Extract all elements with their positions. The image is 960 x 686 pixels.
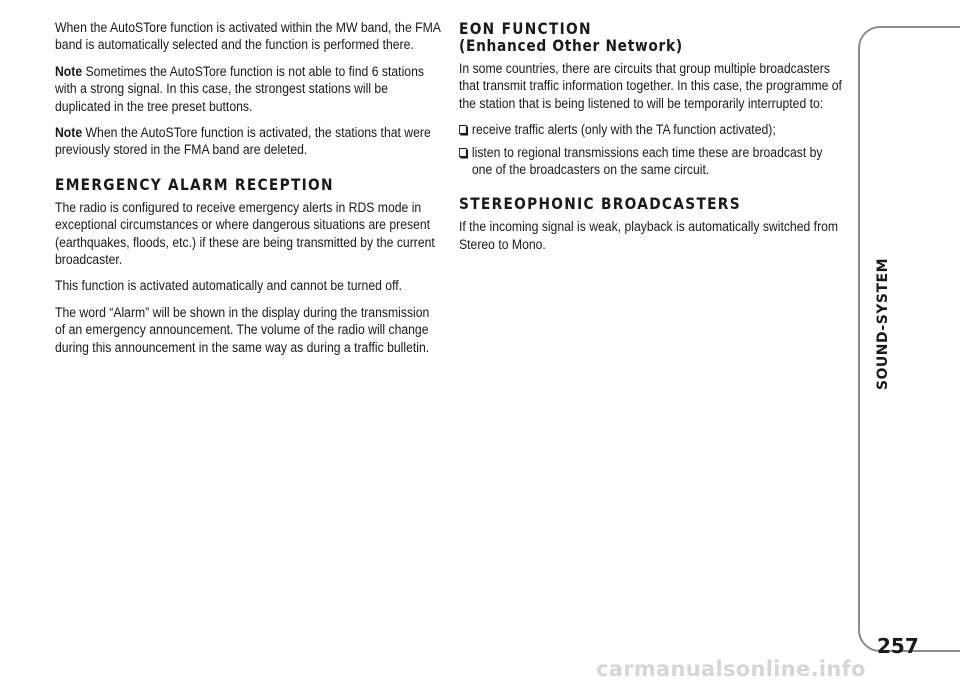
left-column — [55, 20, 440, 366]
right-column — [459, 20, 844, 263]
stereo-paragraph: If the incoming signal is weak, playback is automatically switched from Stereo to Mono. — [459, 219, 839, 253]
eon-bullet-list — [459, 122, 844, 179]
note-label: Note — [55, 125, 83, 142]
note-text: Sometimes the AutoSTore function is not able to find 6 stations with a strong signal. In this case, the strongest stations will be duplicated in the tree preset buttons. — [55, 63, 424, 115]
note-autostore-deleted — [55, 125, 440, 160]
stereo-heading: STEREOPHONIC BROADCASTERS — [459, 194, 741, 214]
watermark: carmanualsonline.info — [596, 657, 866, 681]
emergency-paragraph-2: This function is activated automatically and cannot be turned off. — [55, 278, 403, 295]
section-side-tab — [858, 26, 960, 652]
note-label: Note — [55, 63, 83, 80]
checkbox-bullet-icon — [459, 125, 467, 134]
list-item — [459, 122, 844, 139]
eon-heading — [459, 20, 844, 54]
eon-heading-line2: (Enhanced Other Network) — [459, 36, 683, 55]
note-text: When the AutoSTore function is activated, the stations that were previously stored in the FMA band are deleted. — [55, 125, 431, 159]
emergency-paragraph-3: The word “Alarm” will be shown in the display during the transmission of an emergency announcement. The volume of the radio will change during this announcement in the same way as during a traffic bulletin. — [55, 304, 430, 356]
eon-paragraph: In some countries, there are circuits that group multiple broadcasters that transmit traffic information together. In this case, the programme of the station that is being listened to will be temporarily interrupted to: — [459, 61, 842, 112]
checkbox-bullet-icon — [459, 148, 467, 157]
page-number: 257 — [877, 634, 919, 658]
bullet-text: receive traffic alerts (only with the TA function activated); — [471, 122, 776, 139]
note-autostore-duplicates — [55, 64, 440, 116]
bullet-text: listen to regional transmissions each time these are broadcast by one of the broadcasters on the same circuit. — [471, 144, 823, 179]
intro-paragraph: When the AutoSTore function is activated within the MW band, the FMA band is automatically selected and the function is performed there. — [55, 20, 441, 54]
eon-heading-line1: EON FUNCTION — [459, 19, 592, 38]
list-item — [459, 145, 844, 180]
emergency-paragraph-1: The radio is configured to receive emergency alerts in RDS mode in exceptional circumstances or where dangerous situations are present (earthquakes, floods, etc.) if these are being transmitted by the current broadcaster. — [55, 199, 435, 269]
section-title: SOUND-SYSTEM — [875, 257, 891, 391]
emergency-heading: EMERGENCY ALARM RECEPTION — [55, 174, 334, 194]
